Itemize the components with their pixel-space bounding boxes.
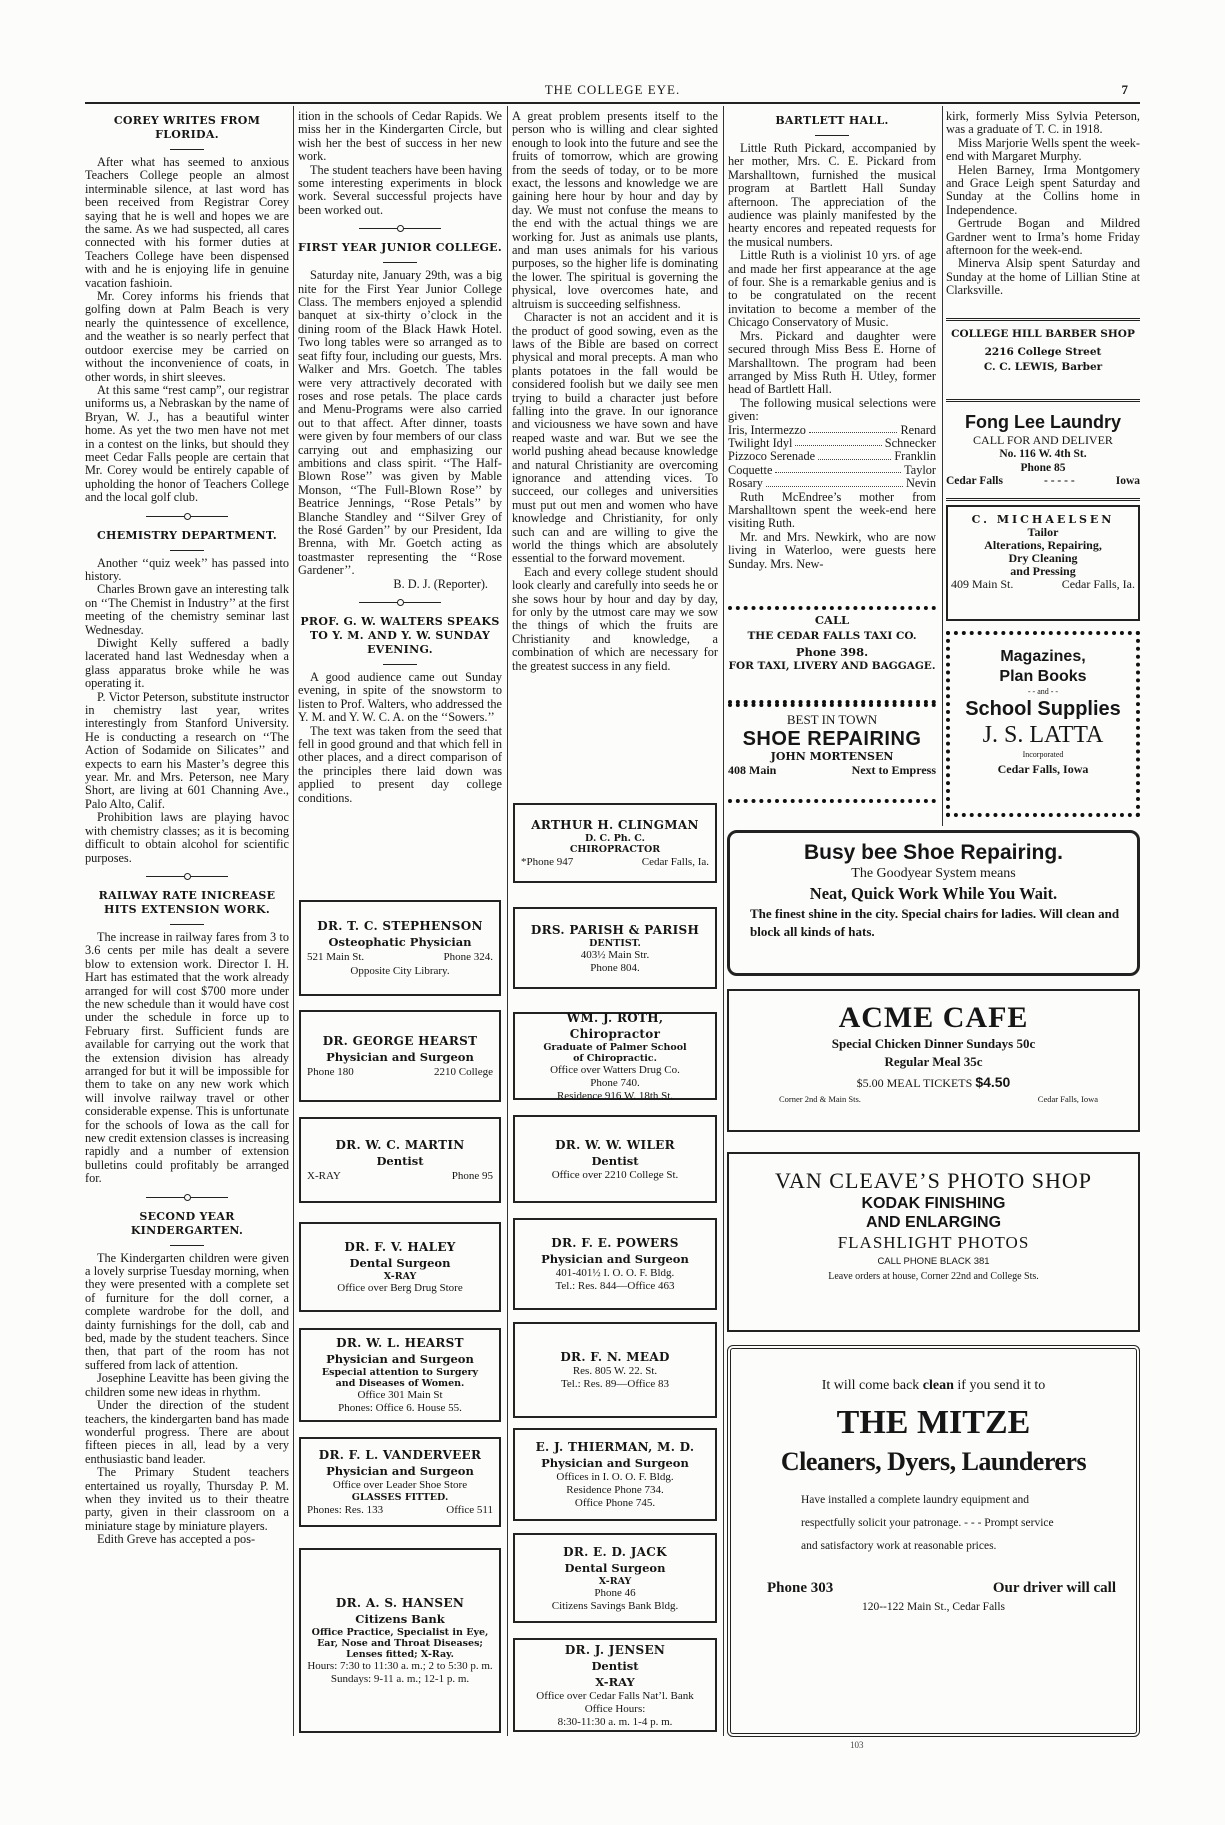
card-name: DR. F. N. MEAD: [560, 1350, 670, 1364]
program-item: [728, 464, 936, 477]
card-line: Phones: Office 6. House 55.: [338, 1402, 462, 1414]
column-rule: [942, 106, 943, 826]
card-name: DR. F. V. HALEY: [344, 1240, 456, 1254]
column-5: [946, 110, 1140, 315]
professional-card: [513, 1115, 717, 1203]
headline: BARTLETT HALL.: [728, 114, 936, 128]
paragraph: Little Ruth Pickard, accompanied by her mother, Mrs. C. E. Pickard from Marshalltown, furnished the musical program at Bartlett Hall Sunday afternoon. The appreciation of the audience was plainly manifested by the hearty encores and repeated requests for the musical numbers.: [728, 141, 936, 249]
mitze-cleaners-ad: [727, 1345, 1140, 1737]
column-4: [728, 110, 936, 600]
card-sub: and Diseases of Women.: [335, 1378, 465, 1389]
professional-card: [513, 1012, 717, 1100]
paragraph: Charles Brown gave an interesting talk on ‘‘The Chemist in Industry’’ at the first meeting of the chemistry seminar last Wednesday.: [85, 582, 289, 637]
shoe-owner: JOHN MORTENSEN: [770, 750, 894, 763]
latta-and: - - and - -: [1027, 687, 1059, 696]
professional-card: [299, 1328, 501, 1422]
laundry-dashes: - - - - -: [1044, 475, 1075, 487]
paragraph: Saturday nite, January 29th, was a big nite for the First Year Junior College Class. The members enjoyed a splendid banquet at six-thirty o’clock in the dining room of the Black Hawk Hotel. Two long tables were so arranged as to seat fifty four, including our guests, Mrs. Walker and Mrs. Goetch. The tables were very attractively decorated with roses and rose petals. The place cards and Menu-Programs were also carried out to that affect. After dinner, toasts were given by four members of our class carrying out and emphasizing our ambitions and class spirit. ‘‘The Half-Blown Rose’’ was given by Mable Monson, ‘‘The Full-Blown Rose’’ by Beatrice Jennings, ‘‘Rose Petals’’ by Blanche Standley and ‘‘Silver Grey of the Rosé Garden’’ by our President, Ida Brenna, with Mr. Goetch acting as toastmaster representing the ‘‘Rose Gardener’’.: [298, 268, 502, 578]
card-sub: Graduate of Palmer School: [543, 1041, 687, 1053]
professional-card: [299, 1437, 501, 1527]
tailor-service-2: Dry Cleaning: [1008, 551, 1078, 565]
program-item: [728, 424, 936, 437]
card-line: Office Hours:: [584, 1702, 646, 1715]
dot-leader: [775, 464, 901, 473]
latta-name: J. S. LATTA: [982, 722, 1104, 748]
card-sub: X-RAY: [598, 1575, 632, 1587]
mitze-contact-row: [731, 1558, 1136, 1597]
paragraph: Under the direction of the student teachers, the kindergarten band has made wonderful progress. There are about fifteen pieces in all, lead by a very enthusiastic band leader.: [85, 1398, 289, 1466]
mitze-address: 120--122 Main St., Cedar Falls: [861, 1601, 1006, 1613]
dot-leader: [766, 477, 903, 486]
paragraph: Mr. Corey informs his friends that golfing down at Palm Beach is very nearly the quintessence of excellence, and the weather is so nearly perfect that outdoor exercise mey be carried on without the inconvenience of coats, in other words, in shirt sleeves.: [85, 289, 289, 384]
professional-card: [299, 1010, 501, 1102]
photo-kodak: KODAK FINISHING: [861, 1195, 1006, 1212]
paragraph: Miss Marjorie Wells spent the week-end with Margaret Murphy.: [946, 135, 1140, 164]
headline: FIRST YEAR JUNIOR COLLEGE.: [298, 241, 502, 255]
barber-address: 2216 College Street: [984, 346, 1102, 358]
card-sub: DENTIST.: [589, 937, 641, 949]
mitze-driver: Our driver will call: [992, 1580, 1116, 1596]
acme-address-row: [729, 1094, 1138, 1104]
barber-name: COLLEGE HILL BARBER SHOP: [951, 328, 1135, 340]
card-line: Phone 46: [594, 1586, 636, 1599]
card-sub: Especial attention to Surgery: [321, 1367, 479, 1378]
professional-card: [299, 1222, 501, 1312]
dot-leader: [795, 437, 881, 446]
busybee-tagline: The Goodyear System means: [851, 866, 1016, 881]
paragraph: Gertrude Bogan and Mildred Gardner went to Irma’s home Friday afternoon for the week-end.: [946, 216, 1140, 258]
paragraph: The following musical selections were given:: [728, 395, 936, 424]
card-line: Office over 2210 College St.: [551, 1168, 679, 1181]
card-sub: Office Practice, Specialist in Eye, Ear, Nose and Throat Diseases;: [311, 1627, 489, 1649]
paragraph: Josephine Leavitte has been giving the children some new ideas in rhythm.: [85, 1371, 289, 1399]
acme-city: Cedar Falls, Iowa: [1037, 1094, 1098, 1104]
shoe-heading: SHOE REPAIRING: [742, 728, 922, 750]
program-composer: Taylor: [904, 462, 936, 477]
professional-card: [513, 1533, 717, 1623]
card-line: Tel.: Res. 89—Office 83: [560, 1378, 670, 1390]
paragraph: Character is not an accident and it is the product of good sowing, even as the laws of the Bible are based on correct physical and moral precepts. A man who plants potatoes in the fall would be considered foolish but we daily see men trying to build a character just before falling into the grave. In our ignorance and viciousness we have sown and have reaped waste and war. But we see the world pushing ahead because knowledge and natural Christianity are overcoming ignorance and attending vices. To succeed, our colleges and universities must put out men and women who have knowledge and Christianity, for only such can and are willing to give the world the things which are absolutely essential to the forward movement.: [512, 310, 718, 566]
acme-name: ACME CAFE: [838, 1001, 1029, 1034]
card-title: Citizens Bank: [355, 1612, 445, 1626]
card-sub: GLASSES FITTED.: [351, 1491, 449, 1503]
card-line: 403½ Main Str.: [580, 948, 650, 961]
card-title: Dental Surgeon: [349, 1256, 451, 1270]
professional-card: [299, 1548, 501, 1733]
professional-card: [513, 907, 717, 989]
card-title: Dentist: [591, 1658, 639, 1673]
program-piece: Twilight Idyl: [728, 435, 793, 450]
card-line: Office over Leader Shoe Store: [332, 1478, 468, 1491]
paragraph: Mr. and Mrs. Newkirk, who are now living in Waterloo, were guests here Sunday. Mrs. New-: [728, 529, 936, 571]
taxi-call: CALL: [814, 613, 850, 627]
paragraph: Another ‘‘quiz week’’ has passed into history.: [85, 555, 289, 583]
photo-enlarging: AND ENLARGING: [865, 1214, 1002, 1231]
laundry-name: Fong Lee Laundry: [964, 412, 1121, 432]
card-line: Office over Watters Drug Co.: [550, 1063, 680, 1076]
paragraph: Little Ruth is a violinist 10 yrs. of age and made her first appearance at the age of four. She is a remarkable genius and is to be congratulated on the recent invitation to become a member of the Chicago Conservatory of Music.: [728, 248, 936, 330]
van-cleave-photo-ad: [727, 1152, 1140, 1332]
card-row-left: Phone 180: [307, 1065, 354, 1078]
latta-line-planbooks: Plan Books: [999, 668, 1087, 685]
professional-card: [299, 900, 501, 996]
card-name: DR. F. E. POWERS: [551, 1236, 679, 1250]
card-line: Res. 805 W. 22. St.: [572, 1365, 658, 1377]
card-row: [307, 1065, 493, 1080]
tailor-address: 409 Main St.: [951, 577, 1014, 591]
laundry-city: Cedar Falls: [946, 475, 1003, 487]
latta-incorporated: Incorporated: [1022, 750, 1064, 759]
taxi-phone: Phone 398.: [795, 645, 869, 659]
card-title: Dentist: [376, 1153, 424, 1168]
card-name: WM. J. ROTH, Chiropractor: [566, 1010, 664, 1041]
program-item: [728, 437, 936, 450]
card-row: [521, 855, 709, 870]
card-row: [307, 1169, 493, 1184]
paragraph: Minerva Alsip spent Saturday and Sunday at the home of Lillian Stine at Clarksville.: [946, 256, 1140, 298]
dot-leader: [809, 424, 898, 433]
tailor-title: Tailor: [1027, 525, 1059, 539]
latta-line-magazines: Magazines,: [1000, 648, 1086, 665]
paragraph: A great problem presents itself to the person who is willing and clear sighted enough to look into the future and see the fruits of tomorrow, which are growing from the seeds of today, or to be more exact, the lessons and knowledge we are gaining here hour by hour and day by day. We must not confuse the means to the end with the actual things we are working for. Just as animals use plants, and man uses animals for his various purposes, so the higher life is dominating the lower. The spiritual is governing the physical, love overcomes hate, and altruism is succeeding selfishness.: [512, 110, 718, 311]
acme-ticket-price: $4.50: [975, 1074, 1011, 1090]
card-line: Office Phone 745.: [574, 1497, 656, 1509]
mitze-intro: [731, 1377, 1136, 1395]
card-title: X-RAY: [595, 1674, 635, 1689]
headline: SECOND YEAR KINDERGARTEN.: [85, 1210, 289, 1238]
card-title: Physician and Surgeon: [541, 1456, 689, 1470]
fong-lee-laundry-ad: [946, 408, 1140, 501]
photo-flashlight: FLASHLIGHT PHOTOS: [837, 1233, 1030, 1252]
card-name: DR. A. S. HANSEN: [335, 1596, 465, 1610]
card-line: Residence 916 W. 18th St.: [556, 1089, 674, 1102]
column-rule: [293, 106, 294, 1736]
card-row: [307, 950, 493, 965]
card-name: E. J. THIERMAN, M. D.: [535, 1440, 695, 1454]
card-name: DR. J. JENSEN: [564, 1642, 666, 1657]
card-row-left: Phones: Res. 133: [307, 1503, 384, 1516]
masthead: [85, 82, 1140, 102]
card-line: Offices in I. O. O. F. Bldg.: [556, 1471, 674, 1483]
paragraph: Diwight Kelly suffered a badly lacerated hand last Wednesday when a glass apparatus broke while he was operating it.: [85, 636, 289, 691]
acme-special: Special Chicken Dinner Sundays 50c: [831, 1036, 1036, 1051]
mitze-intro-clean: clean: [922, 1378, 954, 1393]
newspaper-title: THE COLLEGE EYE.: [544, 82, 681, 97]
acme-address: Corner 2nd & Main Sts.: [779, 1094, 861, 1104]
photo-phone: CALL PHONE BLACK 381: [877, 1256, 990, 1267]
card-row-right: 2210 College: [434, 1065, 493, 1078]
program-piece: Coquette: [728, 462, 773, 477]
column-3: [512, 110, 718, 790]
card-line: Phone 804.: [590, 961, 640, 974]
professional-card: [513, 1218, 717, 1310]
paragraph: At this same “rest camp”, our registrar uniforms us, a Nebraskan by the name of Bryan, W. J., has a beautiful winter home. As yet the two men have not met in a contest on the links, but should they meet Cedar Falls people are certain that Mr. Corey would be entirely capable of upholding the honor of Teachers College and the local golf club.: [85, 382, 289, 505]
card-row: [307, 1503, 493, 1518]
headline: COREY WRITES FROM FLORIDA.: [85, 114, 289, 142]
paragraph: The Kindergarten children were given a lovely surprise Tuesday morning, when they were presented with a complete set of furniture for the doll corner, a complete wardrobe for the doll, and dainty furnishings for the doll, cab and bed, made by the student teachers. Since then, that part of the room has not suffered from lack of attention.: [85, 1250, 289, 1372]
professional-card: [513, 1322, 717, 1418]
card-line: Office 301 Main St: [357, 1389, 443, 1401]
paragraph: The student teachers have been having some interesting experiments in block work. Several successful projects have been worked out.: [298, 162, 502, 217]
acme-regular: Regular Meal 35c: [884, 1054, 983, 1069]
card-name: DR. F. L. VANDERVEER: [318, 1447, 482, 1462]
card-sub: Lenses fitted; X-Ray.: [346, 1649, 454, 1660]
paragraph: Each and every college student should look clearly and carefully into seeds he or she sows hour by hour and day by day, for only by the utmost care may we sow the things of which the fruits are Christianity and knowledge, a combination of which are necessary for the greatest success in any field.: [512, 564, 718, 673]
mitze-name: THE MITZE: [836, 1404, 1031, 1441]
section-divider: [85, 509, 289, 523]
program-composer: Schnecker: [884, 435, 936, 450]
card-row-left: *Phone 947: [521, 855, 574, 868]
laundry-state: Iowa: [1115, 475, 1140, 487]
michaelsen-tailor-ad: [946, 505, 1140, 621]
column-rule: [507, 106, 508, 1736]
card-sub: CHIROPRACTOR: [569, 843, 661, 855]
tailor-address-row: [948, 578, 1138, 591]
card-row-right: Phone 324.: [443, 951, 493, 963]
card-title: Physician and Surgeon: [541, 1252, 689, 1266]
card-title: Physician and Surgeon: [326, 1049, 474, 1064]
card-name: DR. E. D. JACK: [563, 1544, 667, 1559]
card-name: DR. GEORGE HEARST: [322, 1033, 478, 1048]
card-line: Hours: 7:30 to 11:30 a. m.; 2 to 5:30 p. m.: [307, 1660, 493, 1672]
paragraph: Helen Barney, Irma Montgomery and Grace Leigh spent Saturday and Sunday at the Collins home in Independence.: [946, 162, 1140, 217]
mortensen-shoe-ad: [728, 703, 936, 803]
mitze-services: Cleaners, Dyers, Launderers: [780, 1447, 1087, 1476]
headline: PROF. G. W. WALTERS SPEAKS TO Y. M. AND Y. W. SUNDAY EVENING.: [298, 615, 502, 657]
card-sub: X-RAY: [383, 1271, 417, 1282]
section-divider: [85, 869, 289, 883]
mitze-intro-2: if you send it to: [957, 1378, 1046, 1393]
program-piece: Iris, Intermezzo: [728, 422, 806, 437]
program-item: [728, 450, 936, 463]
professional-card: [299, 1117, 501, 1203]
column-rule: [723, 106, 724, 1736]
tailor-name: C. MICHAELSEN: [971, 513, 1115, 526]
laundry-address: No. 116 W. 4th St.: [999, 448, 1087, 460]
shoe-location: Next to Empress: [851, 763, 936, 777]
card-line: Sundays: 9-11 a. m.; 12-1 p. m.: [330, 1673, 470, 1685]
paragraph: A good audience came out Sunday evening, in spite of the snowstorm to listen to Prof. Walters, who addressed the Y. M. and Y. W. C. A. on the ‘‘Sowers.’’: [298, 670, 502, 725]
tailor-service-3: and Pressing: [1010, 564, 1076, 578]
photo-shop-name: VAN CLEAVE’S PHOTO SHOP: [774, 1168, 1092, 1193]
shoe-tagline: BEST IN TOWN: [786, 712, 878, 727]
shoe-address-row: [728, 763, 936, 778]
mitze-description: Have installed a complete laundry equipment and respectfully solicit your patronage. - - - Prompt service and satisfactory work at reasonable prices.: [801, 1494, 1054, 1552]
taxi-services: FOR TAXI, LIVERY AND BAGGAGE.: [728, 660, 936, 672]
card-name: DR. W. L. HEARST: [336, 1336, 464, 1350]
program-piece: Pizzoco Serenade: [728, 449, 816, 464]
paragraph: The increase in railway fares from 3 to 3.6 cents per mile has dealt a severe blow to extension work. Director I. H. Hart has estimated that the work already arranged for will cost $700 more under the new schedule than it would have cost under the schedule in force up to February first. Sufficient funds are available for carrying out the work that the extension division has already arranged for but it will be impossible for them to take on any new work which will involve railway travel or other considerable expense. This is unfortunate for the schools of Iowa as the call for new credit extension classes is increasing rapidly and a number of extension bulletins could profitably be arranged for.: [85, 929, 289, 1186]
card-title: Dentist: [591, 1153, 639, 1168]
byline: B. D. J. (Reporter).: [393, 576, 488, 591]
latta-city: Cedar Falls, Iowa: [997, 762, 1089, 776]
program-item: [728, 477, 936, 490]
professional-card: [513, 1428, 717, 1521]
paragraph: Mrs. Pickard and daughter were secured through Miss Bess E. Horne of Marshalltown. The program had been arranged by Miss Ruth H. Utley, former head of Bartlett Hall.: [728, 328, 936, 397]
card-line: Office over Berg Drug Store: [337, 1282, 463, 1294]
card-line: Tel.: Res. 844—Office 463: [555, 1280, 675, 1292]
card-line: Office over Cedar Falls Nat’l. Bank: [536, 1689, 694, 1702]
column-1: [85, 110, 289, 1740]
busy-bee-shoe-ad: [727, 830, 1140, 976]
section-divider: [298, 221, 502, 235]
laundry-city-row: [946, 475, 1140, 487]
paragraph: Ruth McEndree’s mother from Marshalltown spent the week-end here visiting Ruth.: [728, 489, 936, 531]
paragraph: Edith Greve has accepted a pos-: [97, 1532, 256, 1547]
paragraph: After what has seemed to anxious Teachers College people an almost interminable silence, at last word has been received from Registrar Corey saying that he is well and hopes we are the same. As we had suspected, all cares connected with his former duties at Teachers College have been dispensed with and he is enjoying life in genuine vacation fashioin.: [85, 155, 289, 290]
footer-mark: 103: [850, 1740, 864, 1750]
latta-school-supplies-ad: [946, 631, 1140, 817]
card-name: DR. T. C. STEPHENSON: [317, 919, 483, 933]
card-line: 8:30-11:30 a. m. 1-4 p. m.: [557, 1715, 673, 1728]
acme-tickets: [729, 1071, 1138, 1094]
top-rule: [85, 102, 1140, 104]
acme-ticket-label: $5.00 MEAL TICKETS: [856, 1076, 973, 1090]
card-line: Phone 740.: [590, 1076, 640, 1089]
card-row-left: 521 Main St.: [307, 951, 365, 963]
card-row-left: X-RAY: [307, 1169, 341, 1182]
professional-card: [513, 1638, 717, 1732]
program-composer: Franklin: [894, 449, 936, 464]
card-sub: D. C. Ph. C.: [585, 832, 645, 844]
card-line: Opposite City Library.: [350, 965, 450, 977]
paragraph: P. Victor Peterson, substitute instructor in chemistry last year, writes interestingly from Stanford University. He is conducting a research on ‘‘The Action of Sodamide on Silicates’’ and expects to earn his Master’s degree this year. Mr. and Mrs. Peterson, nee Mary Short, are living at 601 Channing Ave., Palo Alto, Calif.: [85, 689, 289, 811]
paragraph: The text was taken from the seed that fell in good ground and that which fell in other places, and a direct comparison of the principles there laid down was applied to present day college conditions.: [298, 723, 502, 805]
dot-leader: [818, 450, 891, 459]
card-title: Physician and Surgeon: [326, 1352, 474, 1366]
card-title: Physician and Surgeon: [326, 1463, 474, 1478]
card-row-right: Phone 95: [451, 1169, 493, 1182]
section-divider: [298, 595, 502, 609]
card-line: Residence Phone 734.: [566, 1484, 664, 1496]
taxi-company: THE CEDAR FALLS TAXI CO.: [747, 630, 917, 642]
paragraph: kirk, formerly Miss Sylvia Peterson, was a graduate of T. C. in 1918.: [946, 110, 1140, 137]
latta-school-supplies: School Supplies: [965, 698, 1121, 720]
card-line: 401-401½ I. O. O. F. Bldg.: [555, 1267, 675, 1279]
busybee-description: The finest shine in the city. Special chairs for ladies. Will clean and block all kinds of hats.: [750, 906, 1120, 939]
busybee-heading: Busy bee Shoe Repairing.: [803, 841, 1064, 864]
page-number: 7: [1121, 82, 1128, 97]
mitze-intro-1: It will come back: [821, 1378, 920, 1393]
program-composer: Nevin: [905, 476, 936, 491]
laundry-phone: Phone 85: [1020, 462, 1066, 474]
column-2: [298, 110, 502, 895]
taxi-ad: [728, 606, 936, 704]
paragraph: The Primary Student teachers entertained us royally, Thursday P. M. when they invited us to their theatre party, given in their classroom on a miniature stage by miniature players.: [85, 1465, 289, 1533]
card-line: Citizens Savings Bank Bldg.: [551, 1599, 679, 1612]
program-composer: Renard: [900, 422, 936, 437]
laundry-tagline: CALL FOR AND DELIVER: [973, 433, 1113, 447]
mitze-phone: Phone 303: [767, 1580, 834, 1596]
card-sub: of Chiropractic.: [573, 1052, 657, 1064]
card-row-right: Cedar Falls, Ia.: [641, 855, 709, 868]
professional-card: [513, 803, 717, 883]
headline: RAILWAY RATE INICREASE HITS EXTENSION WORK.: [85, 889, 289, 917]
program-piece: Rosary: [728, 476, 763, 491]
card-name: DR. W. W. WILER: [555, 1137, 675, 1152]
acme-cafe-ad: [727, 989, 1140, 1132]
headline: CHEMISTRY DEPARTMENT.: [85, 529, 289, 543]
barber-owner: C. C. LEWIS, Barber: [983, 361, 1103, 373]
card-name: DRS. PARISH & PARISH: [530, 922, 700, 937]
card-title: Osteophatic Physician: [328, 935, 472, 949]
shoe-address: 408 Main: [728, 763, 777, 777]
photo-address: Leave orders at house, Corner 22nd and College Sts.: [828, 1271, 1039, 1282]
section-divider: [85, 1190, 289, 1204]
barber-ad: [946, 318, 1140, 402]
card-row-right: Office 511: [446, 1503, 493, 1516]
paragraph: ition in the schools of Cedar Rapids. We miss her in the Kindergarten Circle, but wish her the best of success in her new work.: [298, 110, 502, 164]
paragraph: Prohibition laws are playing havoc with chemistry classes; as it is becoming difficult to obtain alcohol for scientific purposes.: [85, 810, 289, 865]
tailor-city: Cedar Falls, Ia.: [1061, 577, 1135, 591]
tailor-service-1: Alterations, Repairing,: [984, 538, 1102, 552]
busybee-slogan: Neat, Quick Work While You Wait.: [809, 884, 1058, 903]
card-name: DR. W. C. MARTIN: [335, 1137, 465, 1152]
card-title: Dental Surgeon: [564, 1560, 666, 1575]
card-name: ARTHUR H. CLINGMAN: [531, 817, 699, 832]
